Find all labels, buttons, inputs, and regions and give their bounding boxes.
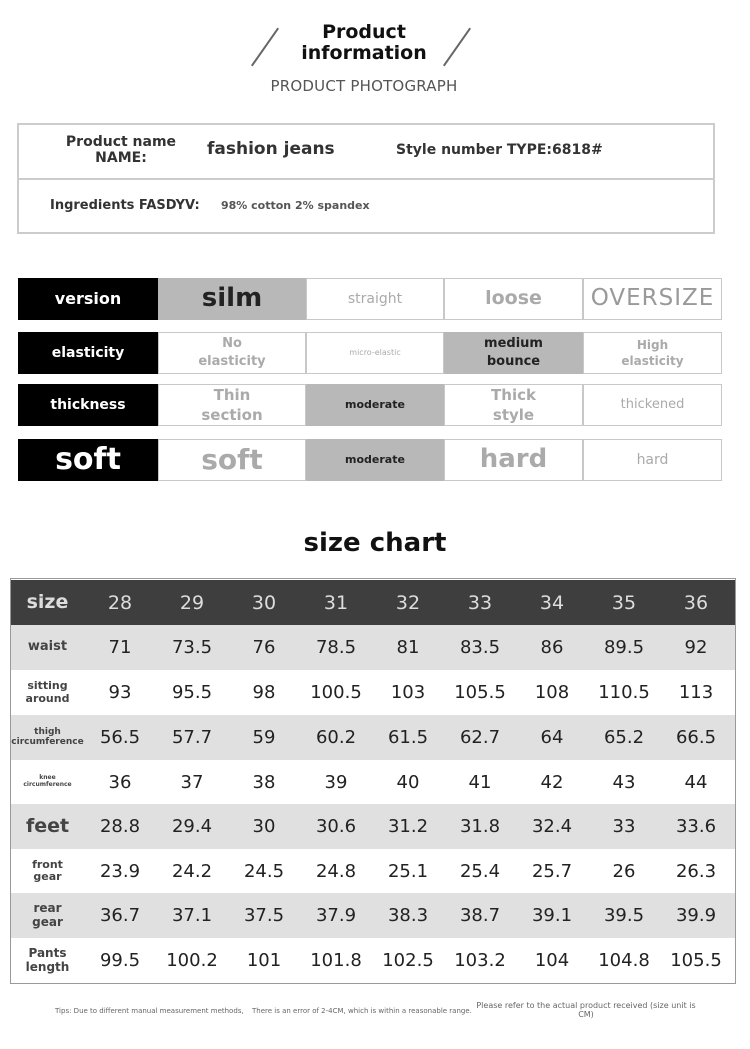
row-label: thigh circumference bbox=[11, 726, 84, 747]
page-title bbox=[0, 22, 728, 64]
table-cell: 24.8 bbox=[315, 860, 357, 882]
product-info-divider bbox=[17, 178, 715, 180]
tip-text-3: Please refer to the actual product received (size unit is CM) bbox=[476, 1001, 696, 1019]
table-cell: 39.1 bbox=[531, 905, 573, 926]
table-cell: 39.9 bbox=[675, 905, 717, 926]
table-cell: 30.6 bbox=[315, 816, 357, 837]
product-name-label-line1: Product name bbox=[65, 134, 177, 150]
attr-option-3-2: moderate bbox=[306, 384, 444, 426]
product-name-label bbox=[60, 134, 182, 166]
attr-option-1-1: silm bbox=[158, 278, 306, 320]
attr-label-soft: soft bbox=[18, 439, 158, 481]
table-cell: 101 bbox=[246, 950, 282, 971]
table-cell: 65.2 bbox=[603, 727, 645, 748]
table-cell: 38.7 bbox=[459, 905, 501, 926]
attr-option-4-4: hard bbox=[583, 439, 722, 481]
table-cell: 101.8 bbox=[310, 950, 362, 971]
size-header-cell: 29 bbox=[179, 591, 205, 614]
table-cell: 41 bbox=[468, 771, 492, 793]
table-cell: 95.5 bbox=[171, 682, 213, 703]
table-cell: 56.5 bbox=[99, 727, 141, 748]
table-cell: 92 bbox=[684, 637, 708, 658]
table-row bbox=[11, 893, 735, 938]
table-cell: 66.5 bbox=[675, 727, 717, 748]
page-title-line1: Product bbox=[322, 21, 406, 43]
table-cell: 59 bbox=[252, 727, 276, 748]
table-cell: 103 bbox=[390, 682, 426, 703]
table-cell: 25.4 bbox=[459, 860, 501, 882]
table-row bbox=[11, 625, 735, 670]
table-cell: 71 bbox=[108, 637, 132, 658]
size-header-cell: 28 bbox=[107, 591, 133, 614]
table-cell: 104 bbox=[534, 950, 570, 971]
page-subtitle: PRODUCT PHOTOGRAPH bbox=[270, 77, 458, 95]
table-cell: 39 bbox=[324, 771, 348, 793]
table-cell: 64 bbox=[540, 727, 564, 748]
size-header-label: size bbox=[26, 591, 69, 614]
table-cell: 83.5 bbox=[459, 637, 501, 658]
table-cell: 30 bbox=[252, 816, 276, 837]
row-label: feet bbox=[25, 815, 70, 838]
table-cell: 26 bbox=[612, 860, 636, 882]
table-cell: 37 bbox=[180, 771, 204, 793]
size-chart-title: size chart bbox=[303, 528, 447, 558]
table-cell: 61.5 bbox=[387, 727, 429, 748]
attr-option-4-3: hard bbox=[444, 439, 583, 481]
row-label: front gear bbox=[32, 857, 63, 883]
size-header-cell: 32 bbox=[395, 591, 421, 614]
table-cell: 110.5 bbox=[598, 682, 650, 703]
table-cell: 29.4 bbox=[171, 816, 213, 837]
attr-option-2-2: micro-elastic bbox=[306, 332, 444, 374]
table-cell: 36 bbox=[108, 771, 132, 793]
table-cell: 62.7 bbox=[459, 727, 501, 748]
table-cell: 76 bbox=[252, 637, 276, 658]
size-header-cell: 33 bbox=[467, 591, 493, 614]
attr-option-3-1: Thin section bbox=[158, 384, 306, 426]
table-row bbox=[11, 804, 735, 849]
table-cell: 37.9 bbox=[315, 905, 357, 926]
size-header-cell: 30 bbox=[251, 591, 277, 614]
table-cell: 81 bbox=[396, 637, 420, 658]
row-label: knee circumference bbox=[23, 774, 72, 788]
attr-option-2-3: medium bounce bbox=[444, 332, 583, 374]
tip-text-2: There is an error of 2-4CM, which is within a reasonable range. bbox=[252, 1007, 472, 1015]
table-cell: 24.2 bbox=[171, 860, 213, 882]
table-cell: 36.7 bbox=[99, 905, 141, 926]
table-cell: 38 bbox=[252, 771, 276, 793]
row-label: waist bbox=[27, 639, 68, 655]
table-row bbox=[11, 715, 735, 760]
table-cell: 57.7 bbox=[171, 727, 213, 748]
table-cell: 102.5 bbox=[382, 950, 434, 971]
table-cell: 31.8 bbox=[459, 816, 501, 837]
table-cell: 37.5 bbox=[243, 905, 285, 926]
size-header-cell: 36 bbox=[683, 591, 709, 614]
page-title-line2: information bbox=[301, 42, 427, 64]
table-cell: 32.4 bbox=[531, 816, 573, 837]
table-cell: 38.3 bbox=[387, 905, 429, 926]
attr-label-elasticity: elasticity bbox=[18, 332, 158, 374]
size-header-cell: 35 bbox=[611, 591, 637, 614]
product-name-value: fashion jeans bbox=[207, 139, 335, 159]
product-name-label-line2: NAME: bbox=[95, 150, 147, 166]
table-row bbox=[11, 938, 735, 983]
table-cell: 89.5 bbox=[603, 637, 645, 658]
tip-text-1: Tips: Due to different manual measurement methods, bbox=[55, 1007, 244, 1015]
table-cell: 31.2 bbox=[387, 816, 429, 837]
attr-option-3-4: thickened bbox=[583, 384, 722, 426]
table-cell: 78.5 bbox=[315, 637, 357, 658]
table-cell: 25.7 bbox=[531, 860, 573, 882]
size-header-row bbox=[11, 580, 735, 625]
attr-option-1-4: OVERSIZE bbox=[583, 278, 722, 320]
table-cell: 33 bbox=[612, 816, 636, 837]
row-label: sitting around bbox=[25, 679, 70, 705]
table-cell: 100.5 bbox=[310, 682, 362, 703]
style-number: Style number TYPE:6818# bbox=[396, 142, 603, 158]
table-cell: 42 bbox=[540, 771, 564, 793]
attr-option-1-3: loose bbox=[444, 278, 583, 320]
table-cell: 100.2 bbox=[166, 950, 218, 971]
attr-option-2-1: No elasticity bbox=[158, 332, 306, 374]
table-cell: 24.5 bbox=[243, 860, 285, 882]
table-cell: 33.6 bbox=[675, 816, 717, 837]
attr-option-4-1: soft bbox=[158, 439, 306, 481]
table-cell: 60.2 bbox=[315, 727, 357, 748]
table-cell: 93 bbox=[108, 682, 132, 703]
row-label: Pants length bbox=[25, 946, 70, 974]
attr-option-1-2: straight bbox=[306, 278, 444, 320]
attr-option-4-2: moderate bbox=[306, 439, 444, 481]
table-cell: 73.5 bbox=[171, 637, 213, 658]
table-cell: 43 bbox=[612, 771, 636, 793]
attr-label-version: version bbox=[18, 278, 158, 320]
table-cell: 25.1 bbox=[387, 860, 429, 882]
table-cell: 44 bbox=[684, 771, 708, 793]
table-cell: 105.5 bbox=[670, 950, 722, 971]
table-cell: 104.8 bbox=[598, 950, 650, 971]
table-cell: 113 bbox=[678, 682, 714, 703]
table-cell: 28.8 bbox=[99, 816, 141, 837]
table-cell: 40 bbox=[396, 771, 420, 793]
size-header-cell: 34 bbox=[539, 591, 565, 614]
size-header-cell: 31 bbox=[323, 591, 349, 614]
ingredients-value: 98% cotton 2% spandex bbox=[221, 199, 370, 212]
table-cell: 37.1 bbox=[171, 905, 213, 926]
table-cell: 98 bbox=[252, 682, 276, 703]
table-cell: 23.9 bbox=[99, 860, 141, 882]
row-label: rear gear bbox=[32, 901, 63, 929]
table-row bbox=[11, 849, 735, 893]
table-cell: 105.5 bbox=[454, 682, 506, 703]
table-cell: 26.3 bbox=[675, 860, 717, 882]
attr-option-3-3: Thick style bbox=[444, 384, 583, 426]
table-row bbox=[11, 670, 735, 715]
table-cell: 108 bbox=[534, 682, 570, 703]
attr-option-2-4: High elasticity bbox=[583, 332, 722, 374]
ingredients-label: Ingredients FASDYV: bbox=[50, 198, 200, 213]
table-row bbox=[11, 760, 735, 804]
table-cell: 99.5 bbox=[99, 950, 141, 971]
table-cell: 86 bbox=[540, 637, 564, 658]
attr-label-thickness: thickness bbox=[18, 384, 158, 426]
table-cell: 103.2 bbox=[454, 950, 506, 971]
table-cell: 39.5 bbox=[603, 905, 645, 926]
